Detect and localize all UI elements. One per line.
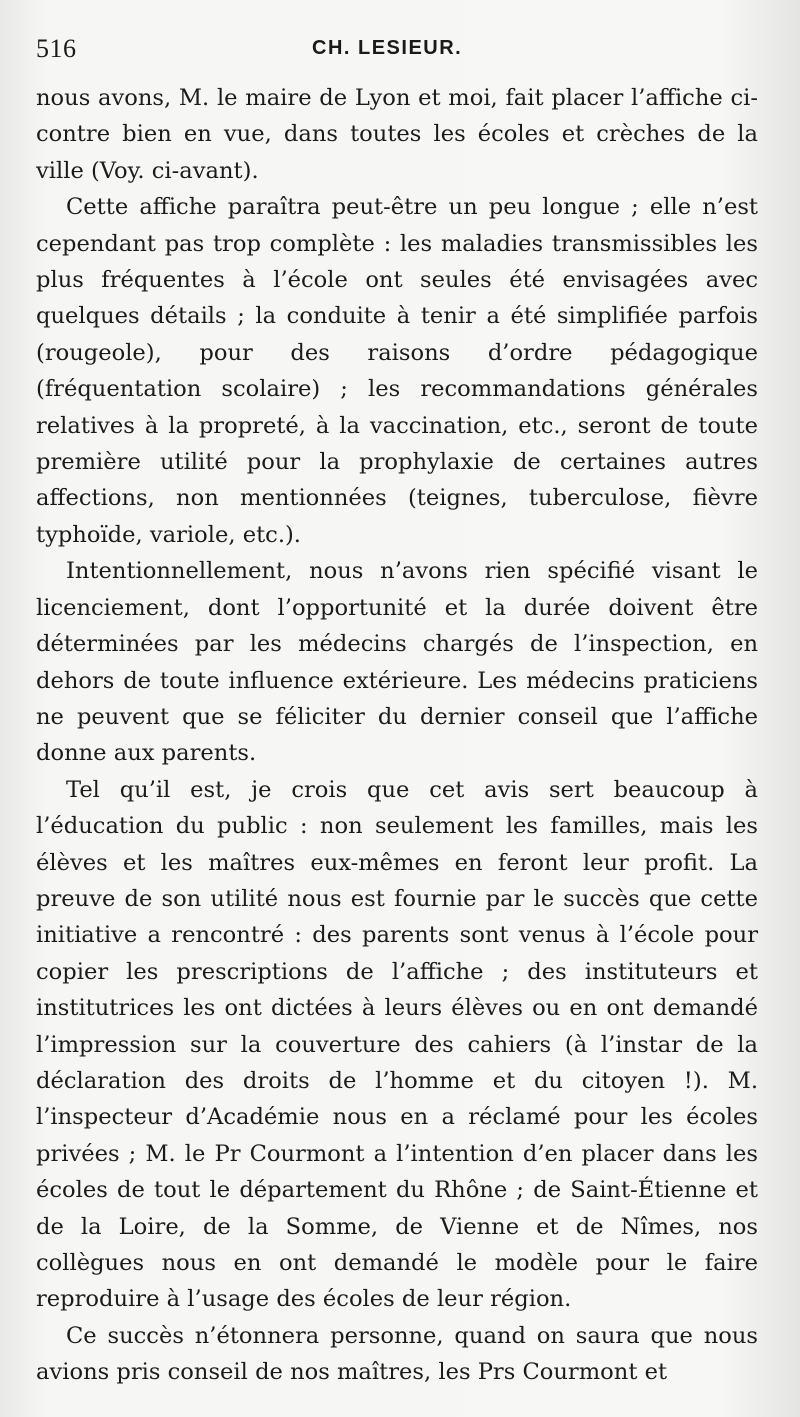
paragraph: Tel qu’il est, je crois que cet avis sert beaucoup à l’éducation du public : non seulement les familles, mais les élèves et les maîtres eux-mêmes en feront leur profit. La preuve de son utilité nous est fournie par le succès que cette initiative a rencontré : des parents sont venus à l’école pour copier les prescriptions de l’affiche ; des instituteurs et institutrices les ont dictées à leurs élèves ou en ont demandé l’impression sur la couverture des cahiers (à l’instar de la déclaration des droits de l’homme et du citoyen !). M. l’inspecteur d’Académie nous en a réclamé pour les écoles privées ; M. le Pr Courmont a l’intention d’en placer dans les écoles de tout le département du Rhône ; de Saint-Étienne et de la Loire, de la Somme, de Vienne et de Nîmes, nos collègues nous en ont demandé le modèle pour le faire reproduire à l’usage des écoles de leur région. — [36, 776, 758, 1313]
running-head: CH. LESIEUR. — [312, 37, 463, 59]
paragraph-continuation: nous avons, M. le maire de Lyon et moi, fait placer l’affiche ci-contre bien en vue, dans toutes les écoles et crèches de la ville (Voy. ci-avant). — [36, 85, 758, 184]
body-text — [36, 80, 758, 1391]
paragraph: Ce succès n’étonnera personne, quand on saura que nous avions pris conseil de nos maîtres, les Prs Courmont et — [36, 1322, 758, 1386]
page-number: 516 — [36, 34, 77, 63]
page-header — [36, 34, 760, 66]
paragraph: Cette affiche paraîtra peut-être un peu longue ; elle n’est cependant pas trop complète : les maladies transmissibles les plus fréquentes à l’école ont seules été envisagées avec quelques détails ; la conduite à tenir a été simplifiée parfois (rougeole), pour des raisons d’ordre pédagogique (fréquentation scolaire) ; les recommandations générales relatives à la propreté, à la vaccination, etc., seront de toute première utilité pour la prophylaxie de certaines autres affections, non mentionnées (teignes, tuberculose, fièvre typhoïde, variole, etc.). — [36, 194, 758, 548]
paragraph: Intentionnellement, nous n’avons rien spécifié visant le licenciement, dont l’opportunité et la durée doivent être déterminées par les médecins chargés de l’inspection, en dehors de toute influence extérieure. Les médecins praticiens ne peuvent que se féliciter du dernier conseil que l’affiche donne aux parents. — [36, 558, 758, 767]
